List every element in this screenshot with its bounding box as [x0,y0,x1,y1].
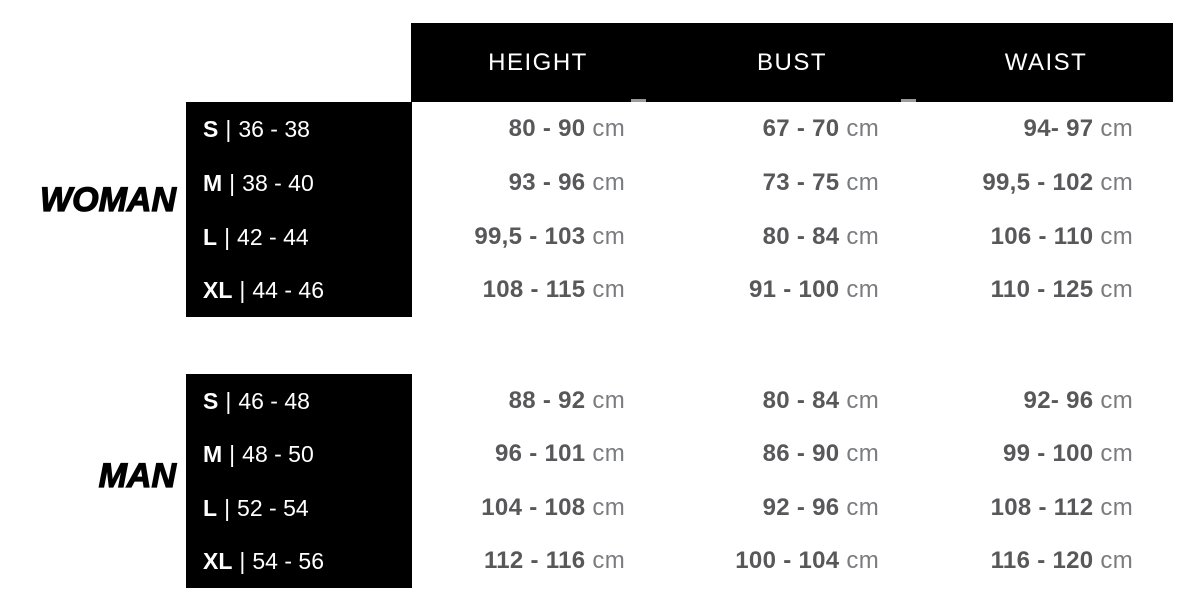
unit-label: cm [846,387,879,414]
unit-label: cm [846,115,879,142]
size-separator: | [229,169,236,196]
size-letter: L [203,223,218,250]
table-row-man-xl [186,534,1173,588]
unit-label: cm [846,276,879,303]
unit-label: cm [1100,494,1133,521]
waist-column-header: WAIST [1004,48,1088,76]
unit-label: cm [1100,440,1133,467]
size-letter: L [203,494,218,521]
bust-cell [665,276,919,304]
unit-label: cm [846,169,879,196]
waist-value: 108 - 112 [990,494,1094,521]
size-letter: S [203,387,219,414]
bust-value: 80 - 84 [762,223,840,250]
height-value: 80 - 90 [508,115,586,142]
size-cell [186,224,411,251]
waist-value: 110 - 125 [990,276,1094,303]
unit-label: cm [1100,169,1133,196]
height-cell [411,494,665,522]
header-cell-bust [665,23,919,102]
measure-header-bar [411,23,1173,102]
woman-section-title: WOMAN [40,181,176,219]
header-cell-height [411,23,665,102]
height-column-header: HEIGHT [488,48,588,76]
size-cell [186,277,411,304]
size-separator: | [224,223,231,250]
unit-label: cm [1100,223,1133,250]
size-cell [186,388,411,415]
table-row-man-m [186,427,1173,481]
size-range: 44 - 46 [252,276,324,303]
waist-value: 92- 96 [1023,387,1094,414]
size-letter: XL [203,547,233,574]
height-cell [411,223,665,251]
height-value: 96 - 101 [494,440,586,467]
size-range: 46 - 48 [238,387,310,414]
size-range: 42 - 44 [237,223,309,250]
height-value: 99,5 - 103 [474,223,586,250]
unit-label: cm [592,115,625,142]
waist-value: 99,5 - 102 [982,169,1094,196]
table-row-woman-s [186,102,1173,156]
unit-label: cm [592,223,625,250]
height-value: 93 - 96 [508,169,586,196]
size-range: 38 - 40 [242,169,314,196]
size-separator: | [239,276,246,303]
height-value: 88 - 92 [508,387,586,414]
height-cell [411,276,665,304]
size-separator: | [225,115,232,142]
bust-value: 92 - 96 [762,494,840,521]
height-value: 108 - 115 [482,276,586,303]
bust-cell [665,115,919,143]
bust-cell [665,494,919,522]
bust-value: 86 - 90 [762,440,840,467]
height-value: 112 - 116 [483,547,586,574]
man-section-title: MAN [98,457,176,495]
waist-cell [919,547,1173,575]
table-row-man-s [186,374,1173,428]
size-letter: M [203,440,223,467]
table-row-woman-m [186,156,1173,210]
size-cell [186,116,411,143]
waist-value: 99 - 100 [1002,440,1094,467]
unit-label: cm [846,223,879,250]
bust-value: 73 - 75 [762,169,840,196]
height-value: 104 - 108 [481,494,586,521]
waist-cell [919,494,1173,522]
waist-cell [919,440,1173,468]
size-cell [186,495,411,522]
unit-label: cm [846,440,879,467]
height-cell [411,115,665,143]
height-cell [411,169,665,197]
bust-cell [665,223,919,251]
unit-label: cm [592,440,625,467]
waist-cell [919,169,1173,197]
size-cell [186,170,411,197]
bust-column-header: BUST [756,48,827,76]
waist-value: 106 - 110 [990,223,1094,250]
table-row-man-l [186,481,1173,535]
bust-cell [665,440,919,468]
bust-value: 67 - 70 [762,115,840,142]
size-letter: XL [203,276,233,303]
bust-value: 100 - 104 [735,547,840,574]
size-separator: | [224,494,231,521]
waist-cell [919,276,1173,304]
unit-label: cm [592,169,625,196]
bust-cell [665,169,919,197]
waist-cell [919,387,1173,415]
bust-value: 80 - 84 [762,387,840,414]
size-letter: S [203,115,219,142]
bust-cell [665,547,919,575]
bust-cell [665,387,919,415]
waist-cell [919,115,1173,143]
unit-label: cm [592,494,625,521]
unit-label: cm [592,547,625,574]
unit-label: cm [1100,387,1133,414]
size-range: 54 - 56 [252,547,324,574]
unit-label: cm [1100,115,1133,142]
waist-value: 94- 97 [1023,115,1094,142]
height-cell [411,387,665,415]
size-cell [186,441,411,468]
bust-value: 91 - 100 [748,276,840,303]
size-separator: | [225,387,232,414]
height-cell [411,440,665,468]
unit-label: cm [592,276,625,303]
size-range: 36 - 38 [238,115,310,142]
unit-label: cm [846,494,879,521]
header-cell-waist [919,23,1173,102]
size-separator: | [239,547,246,574]
unit-label: cm [592,387,625,414]
height-cell [411,547,665,575]
size-range: 48 - 50 [242,440,314,467]
waist-cell [919,223,1173,251]
waist-value: 116 - 120 [990,547,1094,574]
unit-label: cm [846,547,879,574]
unit-label: cm [1100,547,1133,574]
table-row-woman-l [186,210,1173,264]
size-range: 52 - 54 [237,494,309,521]
size-separator: | [229,440,236,467]
unit-label: cm [1100,276,1133,303]
size-cell [186,548,411,575]
table-row-woman-xl [186,263,1173,317]
size-letter: M [203,169,223,196]
